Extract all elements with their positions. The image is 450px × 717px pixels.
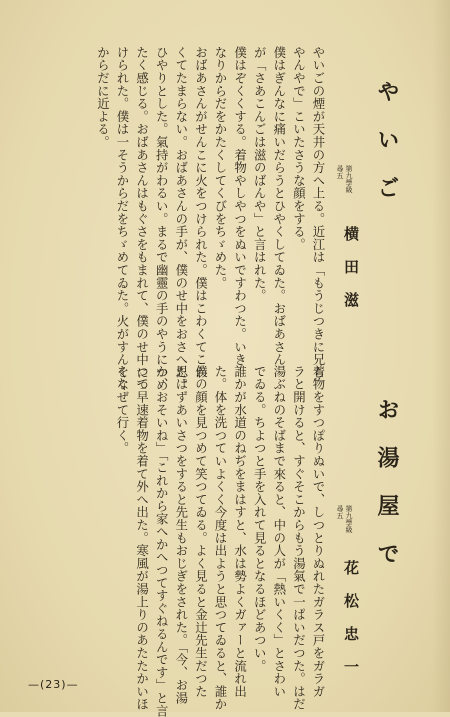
story1-line: やいごの煙が天井の方へ上る。近江は「もうじつきに兄ち xyxy=(311,46,326,379)
story2-line: 僕の顔を見つめて笑つてゐる。よく見ると金辻先生だつた xyxy=(193,365,209,698)
story1-title: やいご xyxy=(374,80,400,224)
story2-line: 着物をすつぽりぬいで、しつとりぬれたガラス戸をガラガ xyxy=(311,365,326,698)
story1-line: が「さあこんごは滋のばんや」と言はれた。 xyxy=(252,46,268,302)
story1-line: たく感じる。おばあさんはもぐさをもまれて、僕のせ中につ xyxy=(134,46,150,392)
story1-line: なりからだをかたくしてくびをちゞめた。 xyxy=(213,46,228,290)
story1-line: やんやで」こいたさうな顔をする。 xyxy=(291,46,307,251)
story1-line: ひやりとした。氣持がわるい。まるで幽靈の手のやうにつめ xyxy=(154,46,170,392)
story2-line: か、おそいね」「これから家へかへつてすぐねるんです」と言 xyxy=(154,365,170,717)
story1-line: 僕はぎんなに痛いだらうとひやくしてゐた。おばあさん xyxy=(271,46,287,366)
story1-grade-line1: 第九學級 xyxy=(345,165,353,193)
story2-line: た。体を洗つていよくく今度は出ようと思つてゐると、誰か xyxy=(213,365,228,711)
story1-line: けられた。僕は一そうからだをちゞめてゐた。火がすんくく xyxy=(115,46,130,392)
story2-line: 誰かが水道のねぢをまはすと、水は勢よくガァーと流れ出 xyxy=(232,365,248,698)
story2-grade-line2: 尋五 xyxy=(336,505,344,519)
page-number: —(23)— xyxy=(28,678,79,691)
story2-author: 花松忠一 xyxy=(342,560,360,692)
story2-line: 湯ぶねのそばまで來ると、中の人が「熱いくく」とさわい xyxy=(271,365,287,698)
story2-title: お湯屋で xyxy=(374,398,400,590)
story2-line: 思はずあいさつをすると先生もおじぎをされた。「今、お湯 xyxy=(173,365,189,705)
story2-line: でゐる。ちよつと手を入れて見るとなるほどあつい。 xyxy=(252,365,268,673)
story1-line: くてたまらない。おばあさんの手が、僕のせ中をおさへた。 xyxy=(173,46,189,392)
story2-line: をなぜて行く。 xyxy=(115,365,130,455)
story1-line: 僕はぞくくする。着物やしやつをぬいですわつた。いき xyxy=(232,46,248,366)
story2-grade-line1: 第九學級 xyxy=(345,505,353,533)
story2-line: つて早速着物を着て外へ出た。寒風が湯上りのあたたかいほ xyxy=(134,365,150,711)
story1-line: からだに近よる。 xyxy=(95,46,111,149)
story1-line: おばあさんがせんこに火をつけられた。僕はこわくてこわ xyxy=(193,46,209,379)
story1-grade-line2: 尋五 xyxy=(336,165,344,179)
story2-line: ラと開けると、すぐそこからもう湯氣で一ぱいだつた。はだ xyxy=(291,365,307,711)
page-edge-shadow xyxy=(432,0,450,712)
story1-author: 横田滋 xyxy=(342,226,360,325)
